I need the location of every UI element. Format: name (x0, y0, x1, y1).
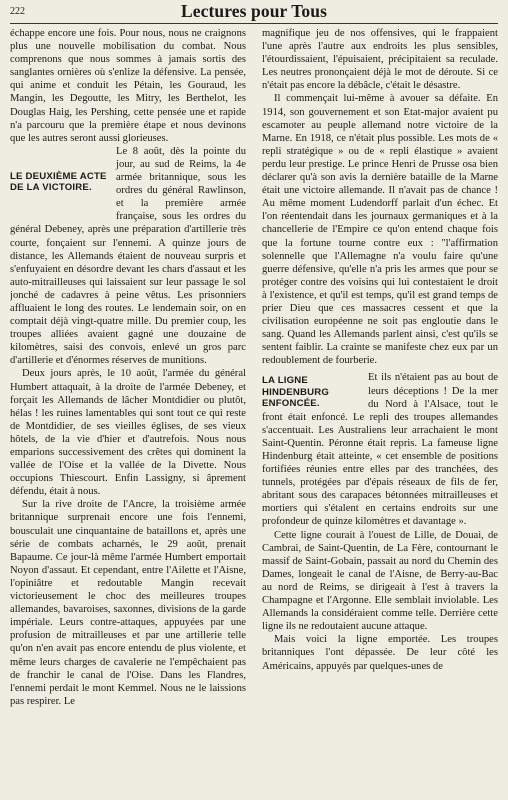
right-column (262, 27, 498, 795)
paragraph: Il commençait lui-même à avouer sa défaite. En 1914, son gouvernement et son Etat-major avaient pu escamoter au peuple allemand notre victoire de la Marne. En 1918, ce n'était plus possible. Les mots de « repli stratégique » ou de « repli élastique » avaient perdu leur prestige. Le prince Henri de Prusse osa bien déclarer qu'à son avis la dernière bataille de la Marne était une victoire allemande. Il n'avait pas de chance ! Au même moment Ludendorff parlait d'un échec. Et l'on réentendait dans les journaux germaniques et à la chancellerie de l'Empire ce qu'on entend chaque fois que la fortune tourne contre eux : "l'affirmation solennelle que l'Allemagne n'a voulu faire qu'une guerre défensive, qu'elle n'a pris les armes que pour se protéger contre des voisins qui lui contestaient le droit à l'existence, et qu'il est temps, qu'il est grand temps de prier Dieu que ces massacres cessent et que la civilisation européenne ne soit pas engloutie dans le sang. Quand les Allemands parlent ainsi, c'est qu'ils se sentent faiblir. La crainte se manifeste chez eux par un redoublement de fourberie. (262, 93, 498, 367)
paragraph: magnifique jeu de nos offensives, qui le frappaient l'une après l'autre aux endroits les plus sensibles, l'étourdissaient, l'épuisaient, précipitaient sa reculade. Les neutres prononçaient déjà le mot de déroute. Si ce n'était pas encore la débâcle, c'était le désastre. (262, 28, 498, 92)
paragraph: Cette ligne courait à l'ouest de Lille, de Douai, de Cambrai, de Saint-Quentin, de La Fère, contournant le massif de Saint-Gobain, passait au nord du Chemin des Dames, longeait le canal de l'Aisne, de Berry-au-Bac au nord de Reims, se dirigeait à l'est à travers la Champagne et l'Argonne. Elle semblait inviolable. Les Allemands la considéraient comme telle. Derrière cette ligne ils ne redoutaient aucune attaque. (262, 529, 498, 633)
section-heading-ligne-hindenburg: LA LIGNE HINDENBURG ENFONCÉE. (262, 375, 330, 410)
paragraph: Sur la rive droite de l'Ancre, la troisième armée britannique surprenait encore une fois l'ennemi, bousculait une cinquantaine de bataillons et, après une série de combats acharnés, le 29 août, prenait Bapaume. Ce jour-là même l'armée Humbert emportait Noyon d'assaut. Et cependant, entre l'Ailette et l'Aisne, l'opiniâtre et redoutable Mangin recevait victorieusement le choc des meilleures troupes allemandes, bavaroises, saxonnes, divisions de la garde impériale. Leurs contre-attaques, appuyées par une profusion de mitrailleuses et par une artillerie telle qu'on n'en avait pas encore entendu de plus violente, et même leurs charges de cavalerie ne l'empêchaient pas de franchir le canal de l'Oise. Dans les Flandres, l'ennemi perdait le mont Kemmel. Nous ne le laissions pas respirer. Le (10, 499, 246, 707)
section-heading-deuxieme-acte: LE DEUXIÈME ACTE DE LA VICTOIRE. (10, 170, 107, 194)
left-column (10, 27, 246, 795)
page-number: 222 (10, 6, 25, 17)
paragraph: Et ils n'étaient pas au bout de leurs déceptions ! De la mer du Nord à l'Alsace, tout le front était enfoncé. Le repli des troupes allemandes s'accentuait. Les Australiens leur arrachaient le mont Saint-Quentin. Péronne était repris. La fameuse ligne Hindenburg était atteinte, « cet ensemble de positions fortifiées réunies entre elles par des tranchées, des tunnels, protégées par d'épais réseaux de fils de fer, abritant sous des carapaces bétonnées mitrailleuses et mortiers qui s'étalent en certains endroits sur une profondeur de quinze kilomètres et davantage ». (262, 372, 498, 528)
running-title: Lectures pour Tous (180, 1, 328, 21)
paragraph: échappe encore une fois. Pour nous, nous ne craignons plus une nouvelle mobilisation du combat. Nous comprenons que nous sommes à jamais sortis des sanglantes ornières où s'enlize la défensive. La pensée, qui anime et conduit les Pétain, les Gouraud, les Mangin, les Degoutte, les Mitry, les Berthelot, les Douglas Haig, les Pershing, cette pensée une et rapide n'a parcouru que la première étape et nous devinons que les autres seront aussi glorieuses. (10, 28, 246, 144)
paragraph: Mais voici la ligne emportée. Les troupes britanniques l'ont dépassée. De leur côté les Américains, appuyés par quelques-unes de (262, 634, 498, 672)
page-header (10, 1, 498, 24)
paragraph: Le 8 août, dès la pointe du jour, au sud de Reims, la 4e armée britannique, sous les ordres du général Rawlinson, et la première armée française, sous les ordres du général Debeney, après une préparation d'artillerie très courte, fonçaient sur l'ennemi. A quinze jours de distance, les Allemands étaient de nouveau surpris et s'enfuyaient en désordre devant les chars d'assaut et les auto-mitrailleuses qui laissaient sur leur passage le sol jonché de cadavres à peine vêtus. Les prisonniers affluaient le long des routes. Le lendemain soir, on en comptait déjà vingt-quatre mille. Du premier coup, les troupes alliées avaient gagné une douzaine de kilomètres, saisi des convois, enlevé un gros parc d'artillerie et d'énormes réserves de munitions. (10, 145, 246, 367)
paragraph: Deux jours après, le 10 août, l'armée du général Humbert attaquait, à la droite de l'armée Debeney, et forçait les Allemands de lâcher Montdidier ou plutôt, hélas ! les ruines lamentables qui sont tout ce qui reste de Montdidier, de ses vieilles églises, de ses vieux hôtels, de la vie d'hier et d'autrefois. Nous nous emparions successivement des crêtes qui dominent la vallée de l'Oise et la vallée de la Divette. Nous occupions Thiescourt. Enfin Lassigny, si âprement défendu, était à nous. (10, 368, 246, 498)
